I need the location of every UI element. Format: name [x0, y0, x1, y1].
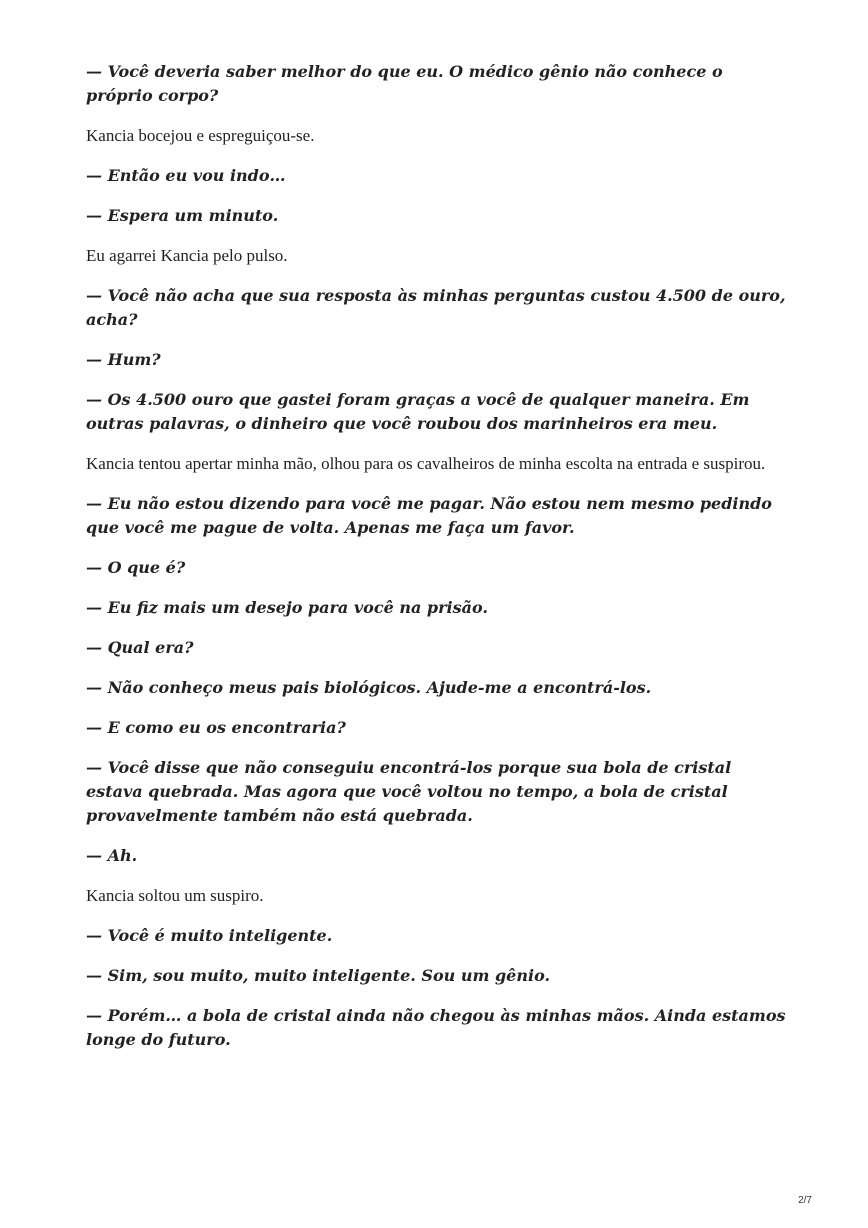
paragraph-7: — Hum? [86, 350, 161, 369]
paragraph-17: — Ah. [86, 846, 138, 865]
paragraph-21: — Porém… a bola de cristal ainda não chegou às minhas mãos. Ainda estamos longe do futuro. [86, 1006, 786, 1049]
paragraph-8: — Os 4.500 ouro que gastei foram graças a você de qualquer maneira. Em outras palavras, o dinheiro que você roubou dos marinheiros era meu. [86, 390, 750, 433]
paragraph-19: — Você é muito inteligente. [86, 926, 333, 945]
paragraph-18: Kancia soltou um suspiro. [86, 886, 264, 905]
paragraph-2: Kancia bocejou e espreguiçou-se. [86, 126, 315, 145]
paragraph-1: — Você deveria saber melhor do que eu. O médico gênio não conhece o próprio corpo? [86, 62, 723, 105]
paragraph-15: — E como eu os encontraria? [86, 718, 346, 737]
paragraph-20: — Sim, sou muito, muito inteligente. Sou um gênio. [86, 966, 551, 985]
paragraph-6: — Você não acha que sua resposta às minhas perguntas custou 4.500 de ouro, acha? [86, 286, 786, 329]
paragraph-9: Kancia tentou apertar minha mão, olhou para os cavalheiros de minha escolta na entrada e suspirou. [86, 454, 766, 473]
paragraph-11: — O que é? [86, 558, 186, 577]
paragraph-4: — Espera um minuto. [86, 206, 279, 225]
paragraph-14: — Não conheço meus pais biológicos. Ajude-me a encontrá-los. [86, 678, 652, 697]
paragraph-13: — Qual era? [86, 638, 194, 657]
page-number: 2/7 [798, 1195, 812, 1206]
paragraph-5: Eu agarrei Kancia pelo pulso. [86, 246, 288, 265]
paragraph-16: — Você disse que não conseguiu encontrá-los porque sua bola de cristal estava quebrada. Mas agora que você voltou no tempo, a bola de cristal provavelmente também não está quebrada. [86, 758, 732, 825]
paragraph-10: — Eu não estou dizendo para você me pagar. Não estou nem mesmo pedindo que você me pague de volta. Apenas me faça um favor. [86, 494, 772, 537]
paragraph-3: — Então eu vou indo… [86, 166, 286, 185]
document-page [86, 60, 786, 1068]
paragraph-12: — Eu fiz mais um desejo para você na prisão. [86, 598, 488, 617]
